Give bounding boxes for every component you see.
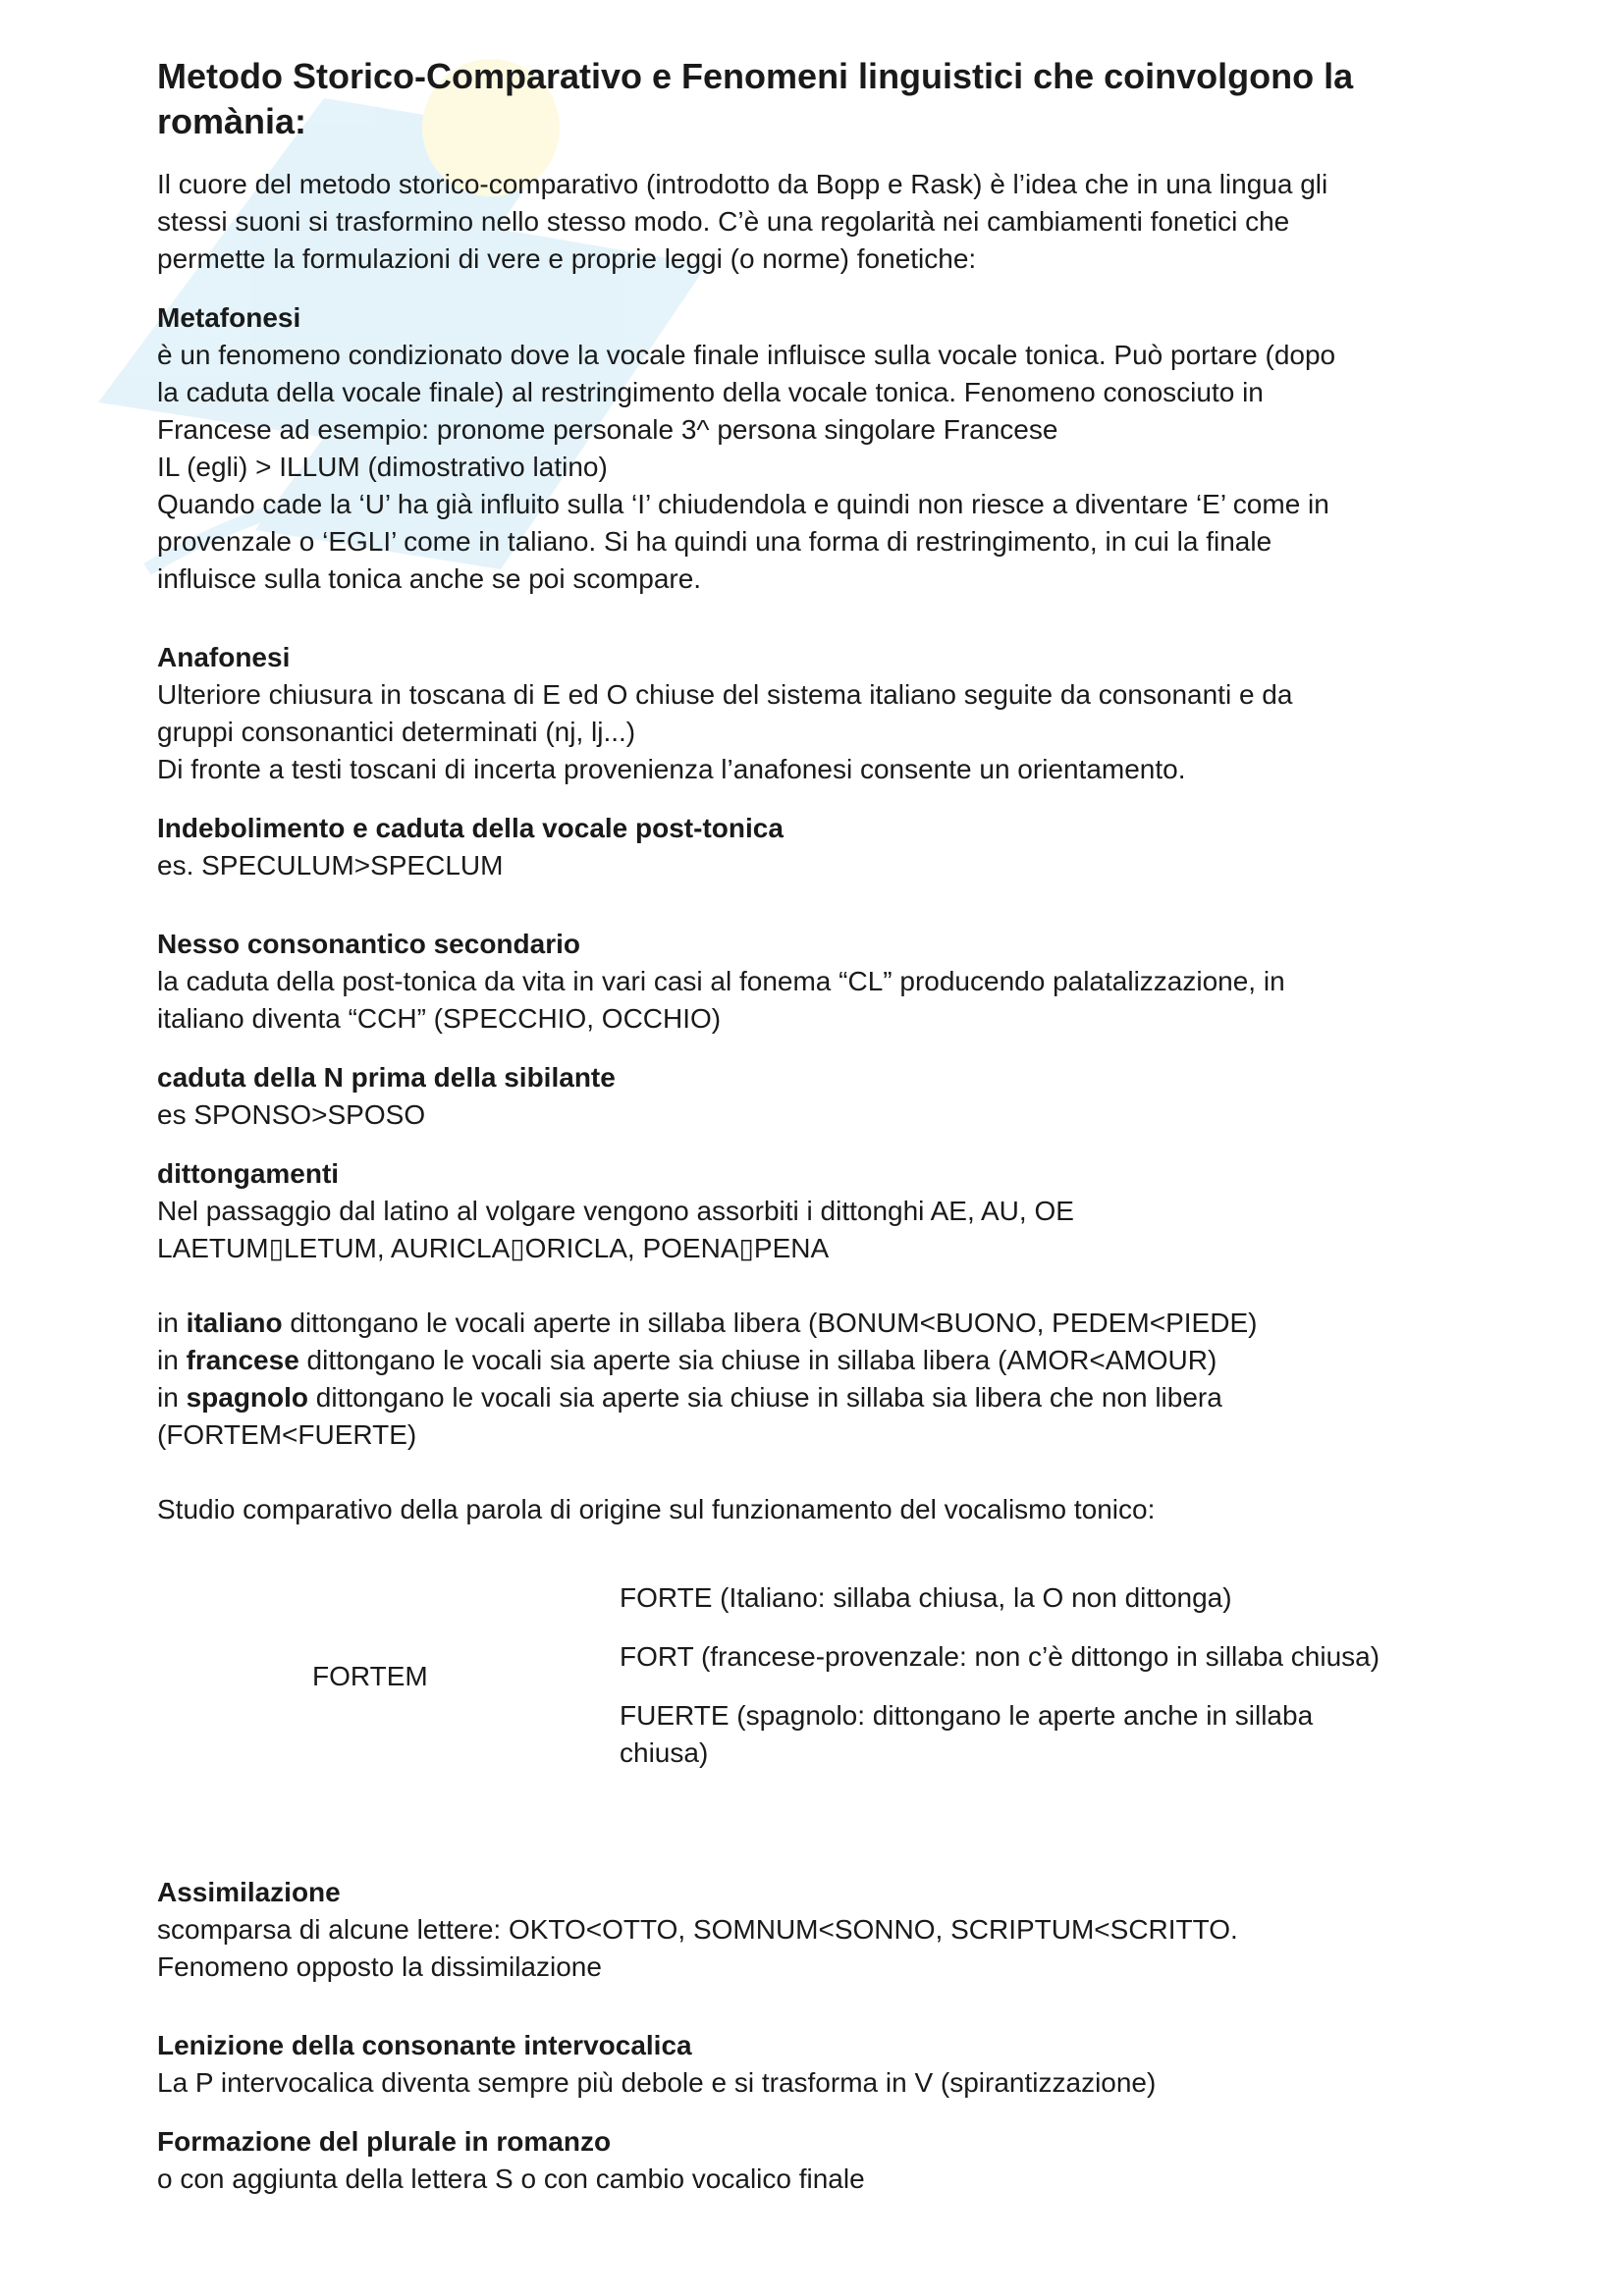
section-nesso — [157, 926, 1473, 1038]
derived-form-francese: FORT (francese-provenzale: non c’è dittongo in sillaba chiusa) — [620, 1641, 1380, 1672]
section-heading: Nesso consonantico secondario — [157, 929, 580, 959]
text-line: Quando cade la ‘U’ ha già influito sulla ‘I’ chiudendola e quindi non riesce a diventare ‘E’ come in — [157, 489, 1329, 519]
section-metafonesi — [157, 299, 1473, 598]
language-label: francese — [186, 1345, 299, 1375]
text-line: Ulteriore chiusura in toscana di E ed O chiuse del sistema italiano seguite da consonanti e da — [157, 679, 1293, 710]
section-heading: Indebolimento e caduta della vocale post-tonica — [157, 813, 784, 843]
section-indebolimento — [157, 810, 1473, 884]
section-anafonesi — [157, 639, 1473, 788]
text-line: o con aggiunta della lettera S o con cambio vocalico finale — [157, 2163, 865, 2194]
text-line: permette la formulazioni di vere e proprie leggi (o norme) fonetiche: — [157, 243, 977, 274]
section-heading: Anafonesi — [157, 642, 291, 672]
section-heading: Formazione del plurale in romanzo — [157, 2126, 612, 2157]
section-dittongamenti — [157, 1155, 1473, 1528]
section-heading: Lenizione della consonante intervocalica — [157, 2030, 692, 2060]
section-heading: Assimilazione — [157, 1877, 341, 1907]
text-line: in spagnolo dittongano le vocali sia aperte sia chiuse in sillaba sia libera che non libera — [157, 1382, 1222, 1413]
document-page — [157, 54, 1473, 2219]
text-line: IL (egli) > ILLUM (dimostrativo latino) — [157, 452, 608, 482]
text-line: Studio comparativo della parola di origine sul funzionamento del vocalismo tonico: — [157, 1494, 1156, 1524]
text-line: la caduta della post-tonica da vita in vari casi al fonema “CL” producendo palatalizzazione, in — [157, 966, 1285, 996]
language-label: italiano — [186, 1308, 283, 1338]
text-line: scomparsa di alcune lettere: OKTO<OTTO, SOMNUM<SONNO, SCRIPTUM<SCRITTO. — [157, 1914, 1238, 1945]
origin-word: FORTEM — [312, 1661, 428, 1691]
section-caduta-n — [157, 1059, 1473, 1134]
derived-form-italiano: FORTE (Italiano: sillaba chiusa, la O non dittonga) — [620, 1582, 1232, 1613]
intro-paragraph — [157, 166, 1473, 278]
text-line: influisce sulla tonica anche se poi scompare. — [157, 563, 702, 594]
page-title: Metodo Storico-Comparativo e Fenomeni linguistici che coinvolgono la romània: — [157, 56, 1354, 141]
text-line: in francese dittongano le vocali sia aperte sia chiuse in sillaba libera (AMOR<AMOUR) — [157, 1345, 1217, 1375]
text-line: Francese ad esempio: pronome personale 3^ persona singolare Francese — [157, 414, 1058, 445]
text-line: Nel passaggio dal latino al volgare vengono assorbiti i dittonghi AE, AU, OE — [157, 1196, 1074, 1226]
text-line: è un fenomeno condizionato dove la vocale finale influisce sulla vocale tonica. Può portare (dopo — [157, 340, 1336, 370]
section-plurale — [157, 2123, 1473, 2198]
section-heading: dittongamenti — [157, 1158, 340, 1189]
text-line: es. SPECULUM>SPECLUM — [157, 850, 504, 881]
text-line: Fenomeno opposto la dissimilazione — [157, 1951, 602, 1982]
text-line: (FORTEM<FUERTE) — [157, 1419, 417, 1450]
derived-forms — [620, 1579, 1484, 1772]
text-line: es SPONSO>SPOSO — [157, 1099, 426, 1130]
text-line: Il cuore del metodo storico-comparativo (introdotto da Bopp e Rask) è l’idea che in una lingua gli — [157, 169, 1328, 199]
comparison-table — [157, 1579, 1473, 1805]
text-line: provenzale o ‘EGLI’ come in taliano. Si ha quindi una forma di restringimento, in cui la finale — [157, 526, 1272, 557]
derived-form-spagnolo: FUERTE (spagnolo: dittongano le aperte anche in sillaba chiusa) — [620, 1700, 1314, 1768]
section-assimilazione — [157, 1874, 1473, 1986]
language-label: spagnolo — [186, 1382, 309, 1413]
text-line: Di fronte a testi toscani di incerta provenienza l’anafonesi consente un orientamento. — [157, 754, 1186, 784]
text-line: gruppi consonantici determinati (nj, lj...) — [157, 717, 636, 747]
text-line: La P intervocalica diventa sempre più debole e si trasforma in V (spirantizzazione) — [157, 2067, 1157, 2098]
section-heading: Metafonesi — [157, 302, 301, 333]
text-line: stessi suoni si trasformino nello stesso modo. C’è una regolarità nei cambiamenti fonetici che — [157, 206, 1290, 237]
text-line: LAETUM▯LETUM, AURICLA▯ORICLA, POENA▯PENA — [157, 1233, 830, 1263]
text-line: la caduta della vocale finale) al restringimento della vocale tonica. Fenomeno conosciuto in — [157, 377, 1264, 407]
section-lenizione — [157, 2027, 1473, 2102]
text-line: in italiano dittongano le vocali aperte in sillaba libera (BONUM<BUONO, PEDEM<PIEDE) — [157, 1308, 1258, 1338]
text-line: italiano diventa “CCH” (SPECCHIO, OCCHIO) — [157, 1003, 722, 1034]
section-heading: caduta della N prima della sibilante — [157, 1062, 616, 1093]
